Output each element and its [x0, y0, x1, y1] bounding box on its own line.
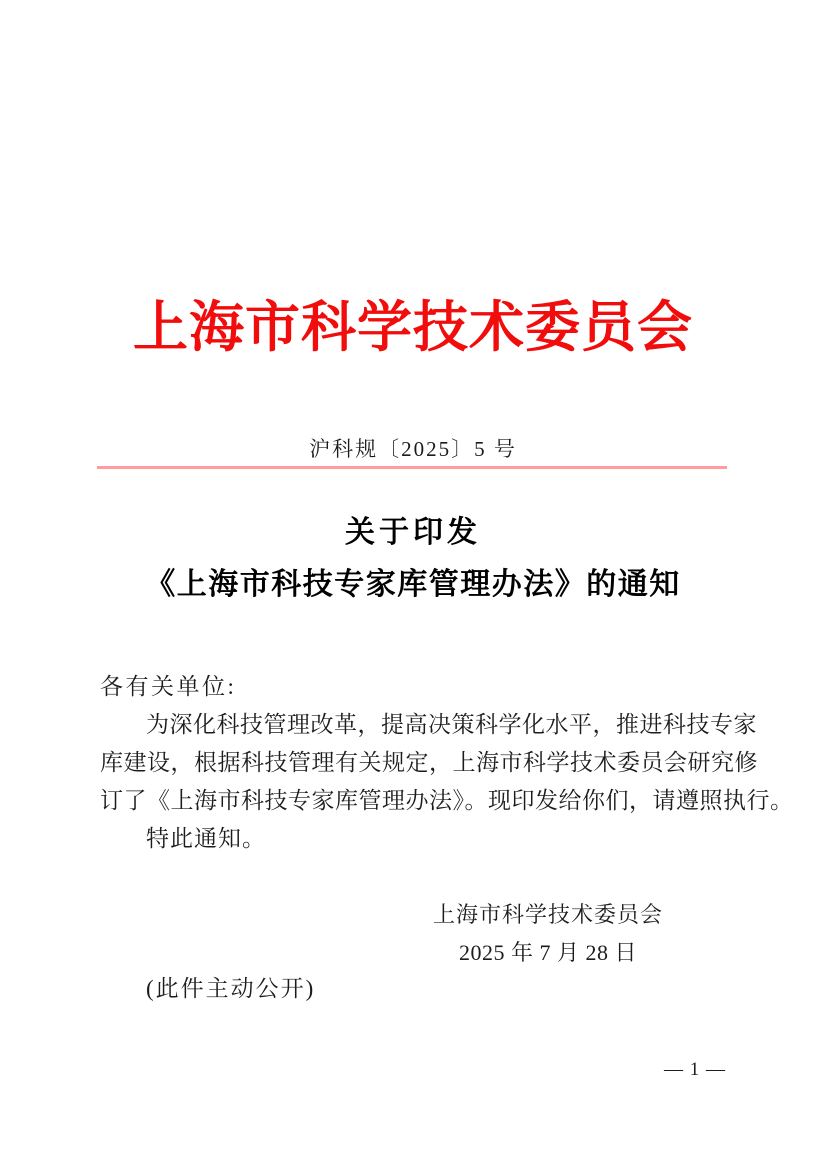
- signature-agency: 上海市科学技术委员会: [432, 902, 663, 927]
- body-text: [100, 668, 794, 858]
- paragraph-line: 库建设，根据科技管理有关规定，上海市科学技术委员会研究修: [100, 750, 758, 775]
- document-number: 沪科规〔2025〕5 号: [309, 437, 517, 461]
- disclosure-note: (此件主动公开): [146, 976, 316, 1001]
- red-header-rule: [97, 466, 727, 469]
- closing-line: 特此通知。: [146, 826, 266, 851]
- paragraph-line: 订了《上海市科技专家库管理办法》。现印发给你们，请遵照执行。: [100, 788, 794, 813]
- paragraph-line: 为深化科技管理改革，提高决策科学化水平，推进科技专家: [146, 712, 757, 737]
- notice-title-line2: 《上海市科技专家库管理办法》的通知: [145, 568, 681, 601]
- agency-title: 上海市科学技术委员会: [132, 297, 693, 358]
- notice-title-line1: 关于印发: [345, 516, 481, 549]
- signature-date: 2025 年 7 月 28 日: [458, 940, 637, 965]
- notice-title: [0, 513, 826, 605]
- page-number: — 1 —: [664, 1059, 726, 1080]
- signature-block: [380, 896, 716, 972]
- salutation: 各有关单位:: [100, 674, 237, 699]
